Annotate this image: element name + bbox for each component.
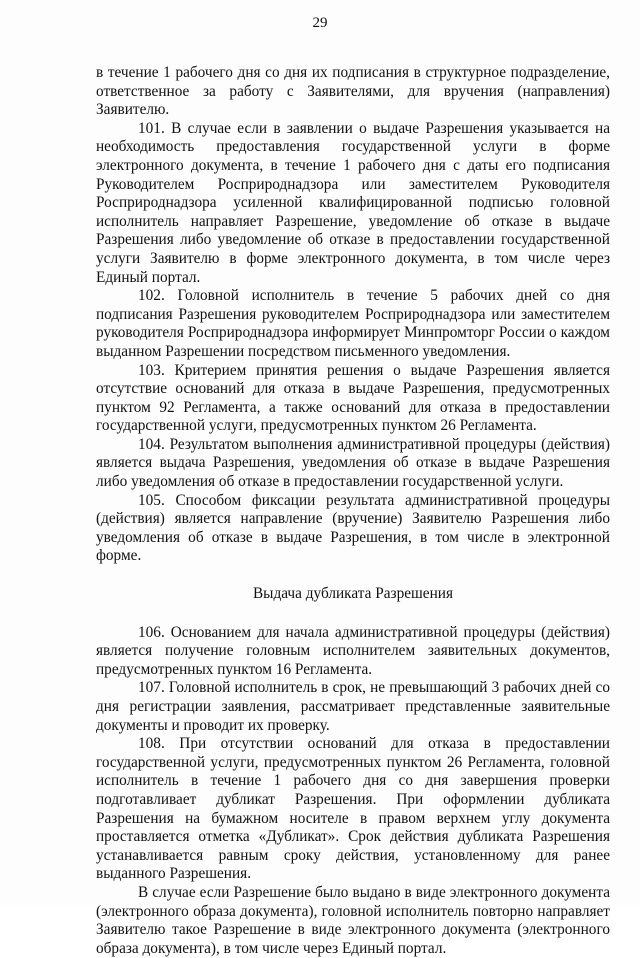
section-heading: Выдача дубликата Разрешения xyxy=(252,585,454,603)
paragraph-105: 105. Способом фиксации результата административной процедуры (действия) является направление (вручение) Заявителю Разрешения либо уведомления об отказе в выдаче Разрешения, в том числе в электронной форме. xyxy=(96,491,610,565)
paragraph-108: 108. При отсутствии оснований для отказа в предоставлении государственной услуги, предусмотренных пунктом 26 Регламента, головной исполнитель в течение 1 рабочего дня со дня завершения проверки подготавливает дубликат Разрешения. При оформлении дубликата Разрешения на бумажном носителе в правом верхнем углу документа проставляется отметка «Дубликат». Срок действия дубликата Разрешения устанавливается равным сроку действия, установленному для ранее выданного Разрешения. xyxy=(96,735,610,883)
paragraph-108-continuation: В случае если Разрешение было выдано в виде электронного документа (электронного образа документа), головной исполнитель повторно направляет Заявителю такое Разрешение в виде электронного документа (электронного образа документа), в том числе через Единый портал. xyxy=(96,883,610,957)
paragraph-103: 103. Критерием принятия решения о выдаче Разрешения является отсутствие оснований для отказа в выдаче Разрешения, предусмотренных пунктом 92 Регламента, а также оснований для отказа в предоставлении государственной услуги, предусмотренных пунктом 26 Регламента. xyxy=(96,361,610,435)
paragraph-102: 102. Головной исполнитель в течение 5 рабочих дней со дня подписания Разрешения руководителем Росприроднадзора или заместителем руководителя Росприроднадзора информирует Минпромторг России о каждом выданном Разрешении посредством письменного уведомления. xyxy=(96,287,610,360)
paragraph-101: 101. В случае если в заявлении о выдаче Разрешения указывается на необходимость предоставления государственной услуги в форме электронного документа, в течение 1 рабочего дня с даты его подписания Руководителем Росприроднадзора или заместителем Руководителя Росприроднадзора усиленной квалифицированной подписью головной исполнитель направляет Разрешение, уведомление об отказе в выдаче Разрешения либо уведомление об отказе в предоставлении государственной услуги Заявителю в форме электронного документа, в том числе через Единый портал. xyxy=(96,119,610,286)
page-number: 29 xyxy=(312,15,328,31)
paragraph-continuation: в течение 1 рабочего дня со дня их подписания в структурное подразделение, ответственное за работу с Заявителями, для вручения (направления) Заявителю. xyxy=(96,64,610,119)
paragraph-107: 107. Головной исполнитель в срок, не превышающий 3 рабочих дней со дня регистрации заявления, рассматривает представленные заявительные документы и проводит их проверку. xyxy=(96,679,610,734)
paragraph-106: 106. Основанием для начала административной процедуры (действия) является получение головным исполнителем заявительных документов, предусмотренных пунктом 16 Регламента. xyxy=(96,623,610,678)
paragraph-104: 104. Результатом выполнения административной процедуры (действия) является выдача Разрешения, уведомления об отказе в выдаче Разрешения либо уведомления об отказе в предоставлении государственной услуги. xyxy=(96,435,610,491)
document-body xyxy=(96,64,610,958)
